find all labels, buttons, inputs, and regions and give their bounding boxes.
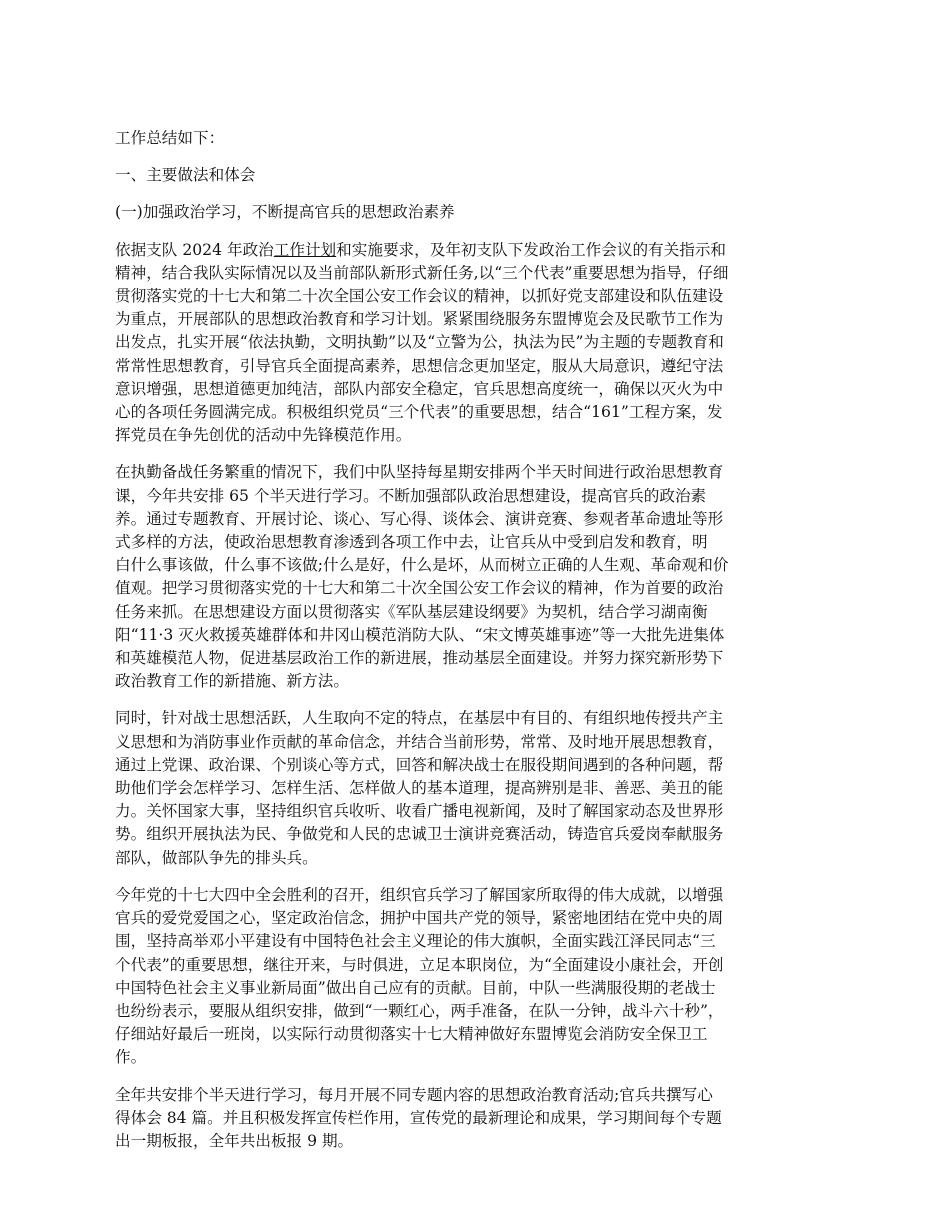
paragraph-line: 和英雄模范人物，促进基层政治工作的新进展，推动基层全面建设。并努力探究新形势下 [115,649,724,668]
paragraph-line: 出发点，扎实开展“依法执勤，文明执勤”以及“立警为公，执法为民”为主题的专题教育和 [115,333,724,352]
paragraph-line: 挥党员在争先创优的活动中先锋模范作用。 [115,426,412,445]
paragraph-line: 同时，针对战士思想活跃，人生取向不定的特点，在基层中有目的、有组织地传授共产主 [115,709,724,728]
paragraph-line: 今年党的十七大四中全会胜利的召开，组织官兵学习了解国家所取得的伟大成就，以增强 [115,885,724,904]
paragraph-line: 力。关怀国家大事，坚持组织官兵收听、收看广播电视新闻，及时了解国家动态及世界形 [115,802,724,821]
paragraph-line: 任务来抓。在思想建设方面以贯彻落实《军队基层建设纲要》为契机，结合学习湖南衡 [115,602,708,621]
paragraph-line: 作。 [115,1048,147,1067]
paragraph-line: 个代表”的重要思想，继往开来，与时俱进，立足本职岗位，为“全面建设小康社会，开创 [115,955,724,974]
paragraph-line: 贯彻落实党的十七大和第二十次全国公安工作会议的精神，以抓好党支部建设和队伍建设 [115,287,724,306]
paragraph-line: 出一期板报，全年共出板报 9 期。 [115,1131,354,1150]
paragraph-line: 围，坚持高举邓小平建设有中国特色社会主义理论的伟大旗帜，全面实践江泽民同志“三 [115,932,716,951]
document-page [115,127,837,1167]
paragraph-line: 养。通过专题教育、开展讨论、谈心、写心得、谈体会、演讲竞赛、参观者革命遗址等形 [115,509,724,528]
paragraph-line: 阳“11·3 灭火救援英雄群体和井冈山模范消防大队、“宋文博英雄事迹”等一大批先进集体 [115,625,725,644]
paragraph-line: 助他们学会怎样学习、怎样生活、怎样做人的基本道理，提高辨别是非、善恶、美丑的能 [115,779,724,798]
paragraph-line: 意识增强，思想道德更加纯洁，部队内部安全稳定，官兵思想高度统一，确保以灭火为中 [115,379,724,398]
paragraph-1-suffix: 和实施要求，及年初支队下发政治工作会议的有关指示和 [336,240,727,259]
paragraph-line: 通过上党课、政治课、个别谈心等方式，回答和解决战士在服役期间遇到的各种问题，帮 [115,755,724,774]
section-heading: 一、主要做法和体会 [115,166,256,185]
paragraph-line: 为重点，开展部队的思想政治教育和学习计划。紧紧围绕服务东盟博览会及民歌节工作为 [115,310,724,329]
intro-text: 工作总结如下： [115,129,225,147]
subsection-heading: (一)加强政治学习，不断提高官兵的思想政治素养 [115,203,455,222]
work-plan-link[interactable]: 工作计划 [273,240,337,259]
paragraph-line: 常常性思想教育，引导官兵全面提高素养，思想信念更加坚定，服从大局意识，遵纪守法 [115,356,724,375]
paragraph-line: 义思想和为消防事业作贡献的革命信念，并结合当前形势，常常、及时地开展思想教育， [115,732,724,751]
paragraph-line: 得体会 84 篇。并且积极发挥宣传栏作用，宣传党的最新理论和成果，学习期间每个专题 [115,1108,722,1127]
paragraph-line: 官兵的爱党爱国之心，坚定政治信念，拥护中国共产党的领导，紧密地团结在党中央的周 [115,909,724,928]
paragraph-line: 也纷纷表示，要服从组织安排，做到“一颗红心，两手准备，在队一分钟，战斗六十秒”， [115,1001,724,1020]
paragraph-line: 仔细站好最后一班岗，以实际行动贯彻落实十七大精神做好东盟博览会消防安全保卫工 [115,1025,708,1044]
paragraph-line: 课，今年共安排 65 个半天进行学习。不断加强部队政治思想建设，提高官兵的政治素 [115,486,707,505]
paragraph-line: 白什么事该做，什么事不该做;什么是好，什么是坏，从而树立正确的人生观、革命观和价 [115,556,729,575]
paragraph-line: 在执勤备战任务繁重的情况下，我们中队坚持每星期安排两个半天时间进行政治思想教育 [115,463,724,482]
paragraph-line: 值观。把学习贯彻落实党的十七大和第二十次全国公安工作会议的精神，作为首要的政治 [115,579,724,598]
paragraph-line: 势。组织开展执法为民、争做党和人民的忠诚卫士演讲竞赛活动，铸造官兵爱岗奉献服务 [115,825,724,844]
paragraph-1-line-1 [115,239,837,262]
paragraph-2 [115,461,837,693]
paragraph-4 [115,884,837,1070]
paragraph-line: 全年共安排个半天进行学习，每月开展不同专题内容的思想政治教育活动;官兵共撰写心 [115,1085,713,1104]
paragraph-line: 中国特色社会主义事业新局面”做出自己应有的贡献。目前，中队一些满服役期的老战士 [115,978,716,997]
paragraph-5 [115,1084,837,1154]
paragraph-line: 心的各项任务圆满完成。积极组织党员“三个代表”的重要思想，结合“161”工程方案，发 [115,403,723,422]
paragraph-line: 政治教育工作的新措施、新方法。 [115,672,349,691]
paragraph-1 [115,239,837,448]
paragraph-line: 部队，做部队争先的排头兵。 [115,848,318,867]
paragraph-1-prefix: 依据支队 2024 年政治 [115,240,274,259]
paragraph-3 [115,707,837,869]
paragraph-line: 精神，结合我队实际情况以及当前部队新形式新任务,以“三个代表”重要思想为指导，仔细 [115,263,729,282]
paragraph-line: 式多样的方法，使政治思想教育渗透到各项工作中去，让官兵从中受到启发和教育，明 [115,533,708,552]
